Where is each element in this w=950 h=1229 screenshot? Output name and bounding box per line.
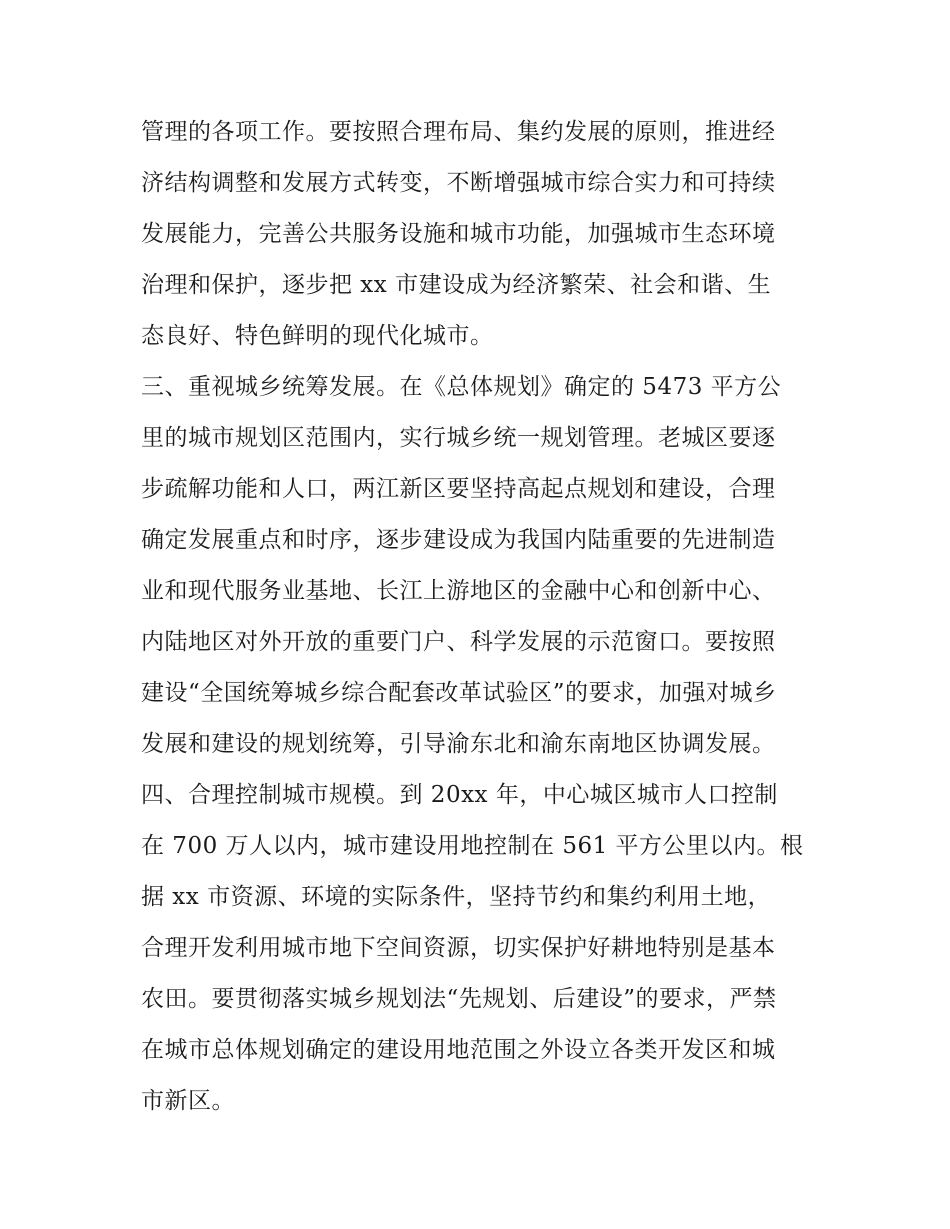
text-line: 在 700 万人以内，城市建设用地控制在 561 平方公里以内。根 (141, 833, 804, 859)
text-line: 在城市总体规划确定的建设用地范围之外设立各类开发区和城 (141, 1037, 776, 1063)
text-line: 合理开发利用城市地下空间资源，切实保护好耕地特别是基本 (141, 935, 776, 961)
text-line: 确定发展重点和时序，逐步建设成为我国内陆重要的先进制造 (141, 527, 776, 553)
text-line: 农田。要贯彻落实城乡规划法“先规划、后建设”的要求，严禁 (141, 986, 777, 1012)
document-body (141, 107, 821, 1127)
text-line: 发展能力，完善公共服务设施和城市功能，加强城市生态环境 (141, 221, 776, 247)
text-line: 业和现代服务业基地、长江上游地区的金融中心和创新中心、 (141, 578, 776, 604)
text-line: 四、合理控制城市规模。到 20xx 年，中心城区城市人口控制 (141, 782, 778, 808)
text-line: 三、重视城乡统筹发展。在《总体规划》确定的 5473 平方公 (141, 374, 782, 400)
text-line: 济结构调整和发展方式转变，不断增强城市综合实力和可持续 (141, 170, 776, 196)
text-line: 据 xx 市资源、环境的实际条件，坚持节约和集约利用土地， (141, 884, 772, 910)
text-line: 建设“全国统筹城乡综合配套改革试验区”的要求，加强对城乡 (141, 680, 777, 706)
text-line: 市新区。 (141, 1088, 235, 1114)
text-line: 管理的各项工作。要按照合理布局、集约发展的原则，推进经 (141, 119, 776, 145)
text-line: 发展和建设的规划统筹，引导渝东北和渝东南地区协调发展。 (141, 731, 776, 757)
text-line: 步疏解功能和人口，两江新区要坚持高起点规划和建设，合理 (141, 476, 776, 502)
text-line: 内陆地区对外开放的重要门户、科学发展的示范窗口。要按照 (141, 629, 776, 655)
text-line: 里的城市规划区范围内，实行城乡统一规划管理。老城区要逐 (141, 425, 776, 451)
text-line: 态良好、特色鲜明的现代化城市。 (141, 323, 494, 349)
text-line: 治理和保护，逐步把 xx 市建设成为经济繁荣、社会和谐、生 (141, 272, 772, 298)
